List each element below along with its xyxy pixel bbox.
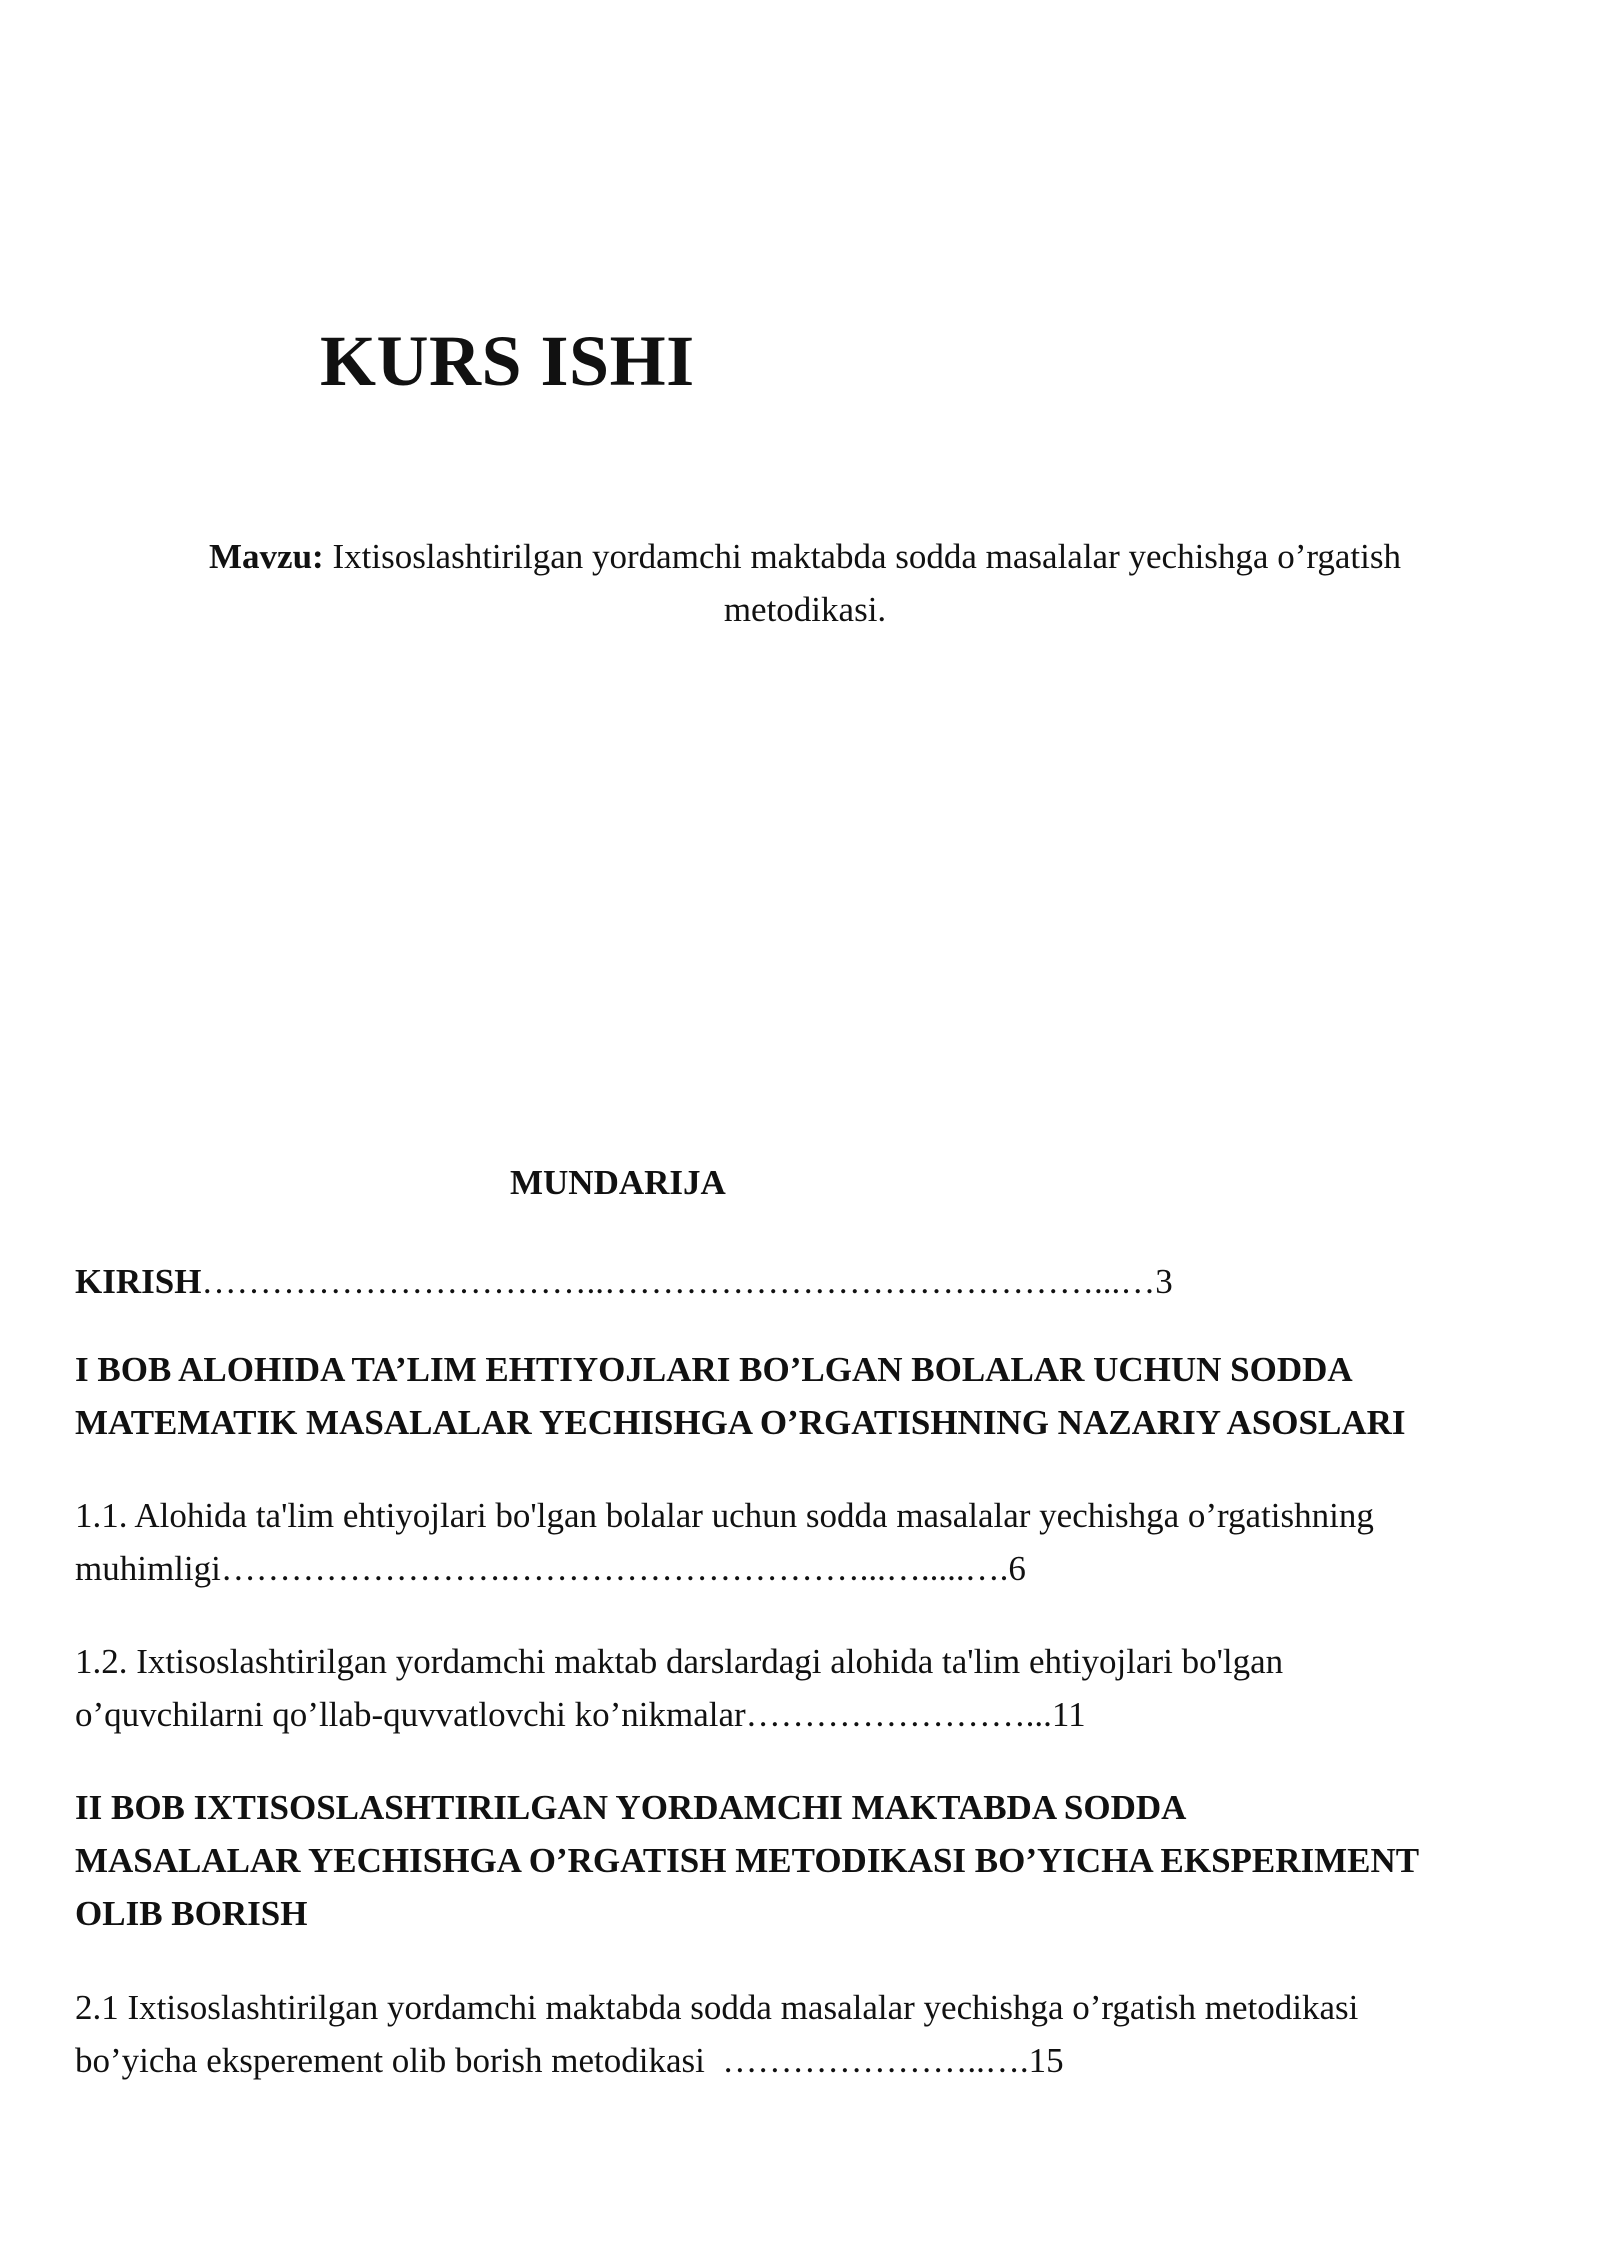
toc-entry-2-1	[75, 1981, 1535, 2087]
toc-2-1-text: bo’yicha eksperement olib borish metodikasi	[75, 2041, 723, 2080]
toc-kirish-label: KIRISH	[75, 1262, 202, 1301]
toc-2-1-line-2	[75, 2034, 1535, 2087]
topic-text-line-1: Ixtisoslashtirilgan yordamchi maktabda sodda masalalar yechishga o’rgatish	[323, 537, 1401, 576]
toc-bob2-line-1: II BOB IXTISOSLASHTIRILGAN YORDAMCHI MAKTABDA SODDA	[75, 1788, 1187, 1827]
toc-kirish-leader: ……………………………..……………………………………...…	[201, 1262, 1156, 1301]
toc-2-1-page: 15	[1028, 2041, 1064, 2080]
toc-1-2-text: o’quvchilarni qo’llab-quvvatlovchi ko’nikmalar	[75, 1695, 746, 1734]
topic-block	[150, 530, 1460, 636]
toc-bob2-line-3: OLIB BORISH	[75, 1894, 308, 1933]
topic-text-line-2: metodikasi.	[723, 590, 887, 629]
toc-entry-kirish	[75, 1255, 1173, 1308]
toc-entry-1-2	[75, 1635, 1535, 1741]
toc-entry-bob1	[75, 1343, 1535, 1449]
topic-label: Mavzu:	[209, 537, 324, 576]
toc-bob1-line-1: I BOB ALOHIDA TA’LIM EHTIYOJLARI BO’LGAN BOLALAR UCHUN SODDA	[75, 1350, 1353, 1389]
toc-bob1-line-2: MATEMATIK MASALALAR YECHISHGA O’RGATISHNING NAZARIY ASOSLARI	[75, 1403, 1406, 1442]
toc-1-2-page: 11	[1051, 1695, 1086, 1734]
toc-1-1-line-1: 1.1. Alohida ta'lim ehtiyojlari bo'lgan bolalar uchun sodda masalalar yechishga o’rgatishning	[75, 1496, 1374, 1535]
toc-1-1-line-2	[75, 1542, 1535, 1595]
toc-entry-1-1	[75, 1489, 1535, 1595]
toc-kirish-page: 3	[1155, 1262, 1173, 1301]
toc-entry-bob2	[75, 1781, 1535, 1940]
toc-1-1-leader: …………………….…………………………...….....….	[220, 1549, 1009, 1588]
toc-2-1-line-1: 2.1 Ixtisoslashtirilgan yordamchi maktabda sodda masalalar yechishga o’rgatish metodikasi	[75, 1988, 1359, 2027]
toc-1-1-text: muhimligi	[75, 1549, 221, 1588]
toc-1-2-line-2	[75, 1688, 1535, 1741]
toc-heading: MUNDARIJA	[510, 1163, 726, 1202]
topic-line-1	[150, 530, 1460, 583]
toc-2-1-leader: …………………..….	[722, 2041, 1029, 2080]
toc-1-2-leader: ……………………...	[745, 1695, 1052, 1734]
document-title: KURS ISHI	[320, 321, 695, 401]
toc-1-1-page: 6	[1008, 1549, 1026, 1588]
toc-1-2-line-1: 1.2. Ixtisoslashtirilgan yordamchi maktab darslardagi alohida ta'lim ehtiyojlari bo'lgan	[75, 1642, 1284, 1681]
toc-bob2-line-2: MASALALAR YECHISHGA O’RGATISH METODIKASI BO’YICHA EKSPERIMENT	[75, 1841, 1420, 1880]
